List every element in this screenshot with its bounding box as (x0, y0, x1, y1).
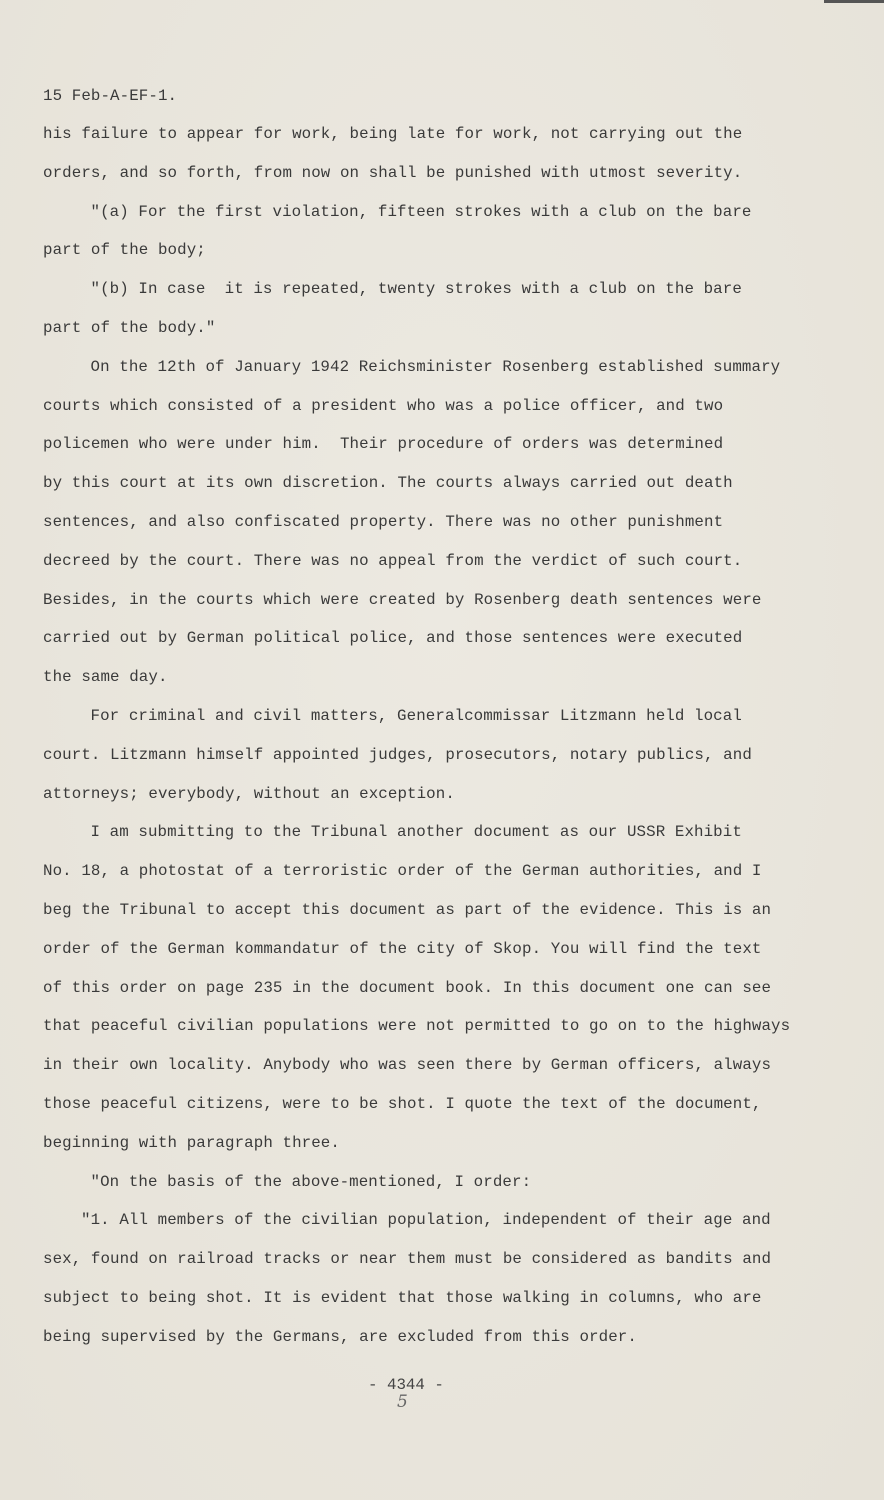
text-line: attorneys; everybody, without an exception. (43, 784, 455, 803)
text-line: orders, and so forth, from now on shall be punished with utmost severity. (43, 163, 743, 182)
text-line: part of the body." (43, 319, 216, 337)
text-line: his failure to appear for work, being late for work, not carrying out the (43, 125, 743, 143)
page-number: - 4344 - (368, 1376, 444, 1394)
text-line: courts which consisted of a president who was a police officer, and two (43, 396, 724, 415)
text-line: the same day. (43, 668, 168, 687)
text-line: I am submitting to the Tribunal another document as our USSR Exhibit (90, 823, 742, 842)
text-line: "On the basis of the above-mentioned, I order: (90, 1172, 532, 1191)
text-line: carried out by German political police, and those sentences were executed (43, 629, 743, 648)
text-line: policemen who were under him. Their procedure of orders was determined (43, 435, 724, 454)
document-header: 15 Feb-A-EF-1. (43, 87, 178, 105)
text-line: of this order on page 235 in the document book. In this document one can see (43, 978, 772, 997)
text-line: beg the Tribunal to accept this document as part of the evidence. This is an (43, 901, 772, 919)
text-line: those peaceful citizens, were to be shot. I quote the text of the document, (43, 1095, 762, 1113)
text-line: in their own locality. Anybody who was seen there by German officers, always (43, 1056, 772, 1075)
text-line: beginning with paragraph three. (43, 1133, 340, 1152)
text-line: decreed by the court. There was no appeal from the verdict of such court. (43, 551, 743, 570)
text-line: sex, found on railroad tracks or near them must be considered as bandits and (43, 1250, 772, 1269)
text-line: by this court at its own discretion. The courts always carried out death (43, 474, 733, 493)
text-line: court. Litzmann himself appointed judges, prosecutors, notary publics, and (43, 745, 752, 764)
handwritten-page-number: 5 (397, 1392, 408, 1412)
text-line: "(a) For the first violation, fifteen strokes with a club on the bare (90, 202, 752, 221)
text-line: "(b) In case it is repeated, twenty strokes with a club on the bare (90, 280, 742, 299)
text-line: "1. All members of the civilian population, independent of their age and (81, 1211, 771, 1230)
text-line: being supervised by the Germans, are excluded from this order. (43, 1327, 637, 1346)
text-line: On the 12th of January 1942 Reichsminister Rosenberg established summary (90, 357, 781, 376)
text-line: No. 18, a photostat of a terroristic order of the German authorities, and I (43, 862, 762, 881)
text-line: that peaceful civilian populations were not permitted to go on to the highways (43, 1017, 791, 1036)
text-line: Besides, in the courts which were created by Rosenberg death sentences were (43, 590, 762, 609)
text-line: subject to being shot. It is evident that those walking in columns, who are (43, 1289, 762, 1307)
text-line: For criminal and civil matters, Generalcommissar Litzmann held local (90, 707, 742, 725)
text-line: order of the German kommandatur of the city of Skop. You will find the text (43, 939, 762, 958)
text-line: part of the body; (43, 241, 206, 260)
text-line: sentences, and also confiscated property. There was no other punishment (43, 513, 724, 531)
page-edge-mark (824, 0, 884, 3)
